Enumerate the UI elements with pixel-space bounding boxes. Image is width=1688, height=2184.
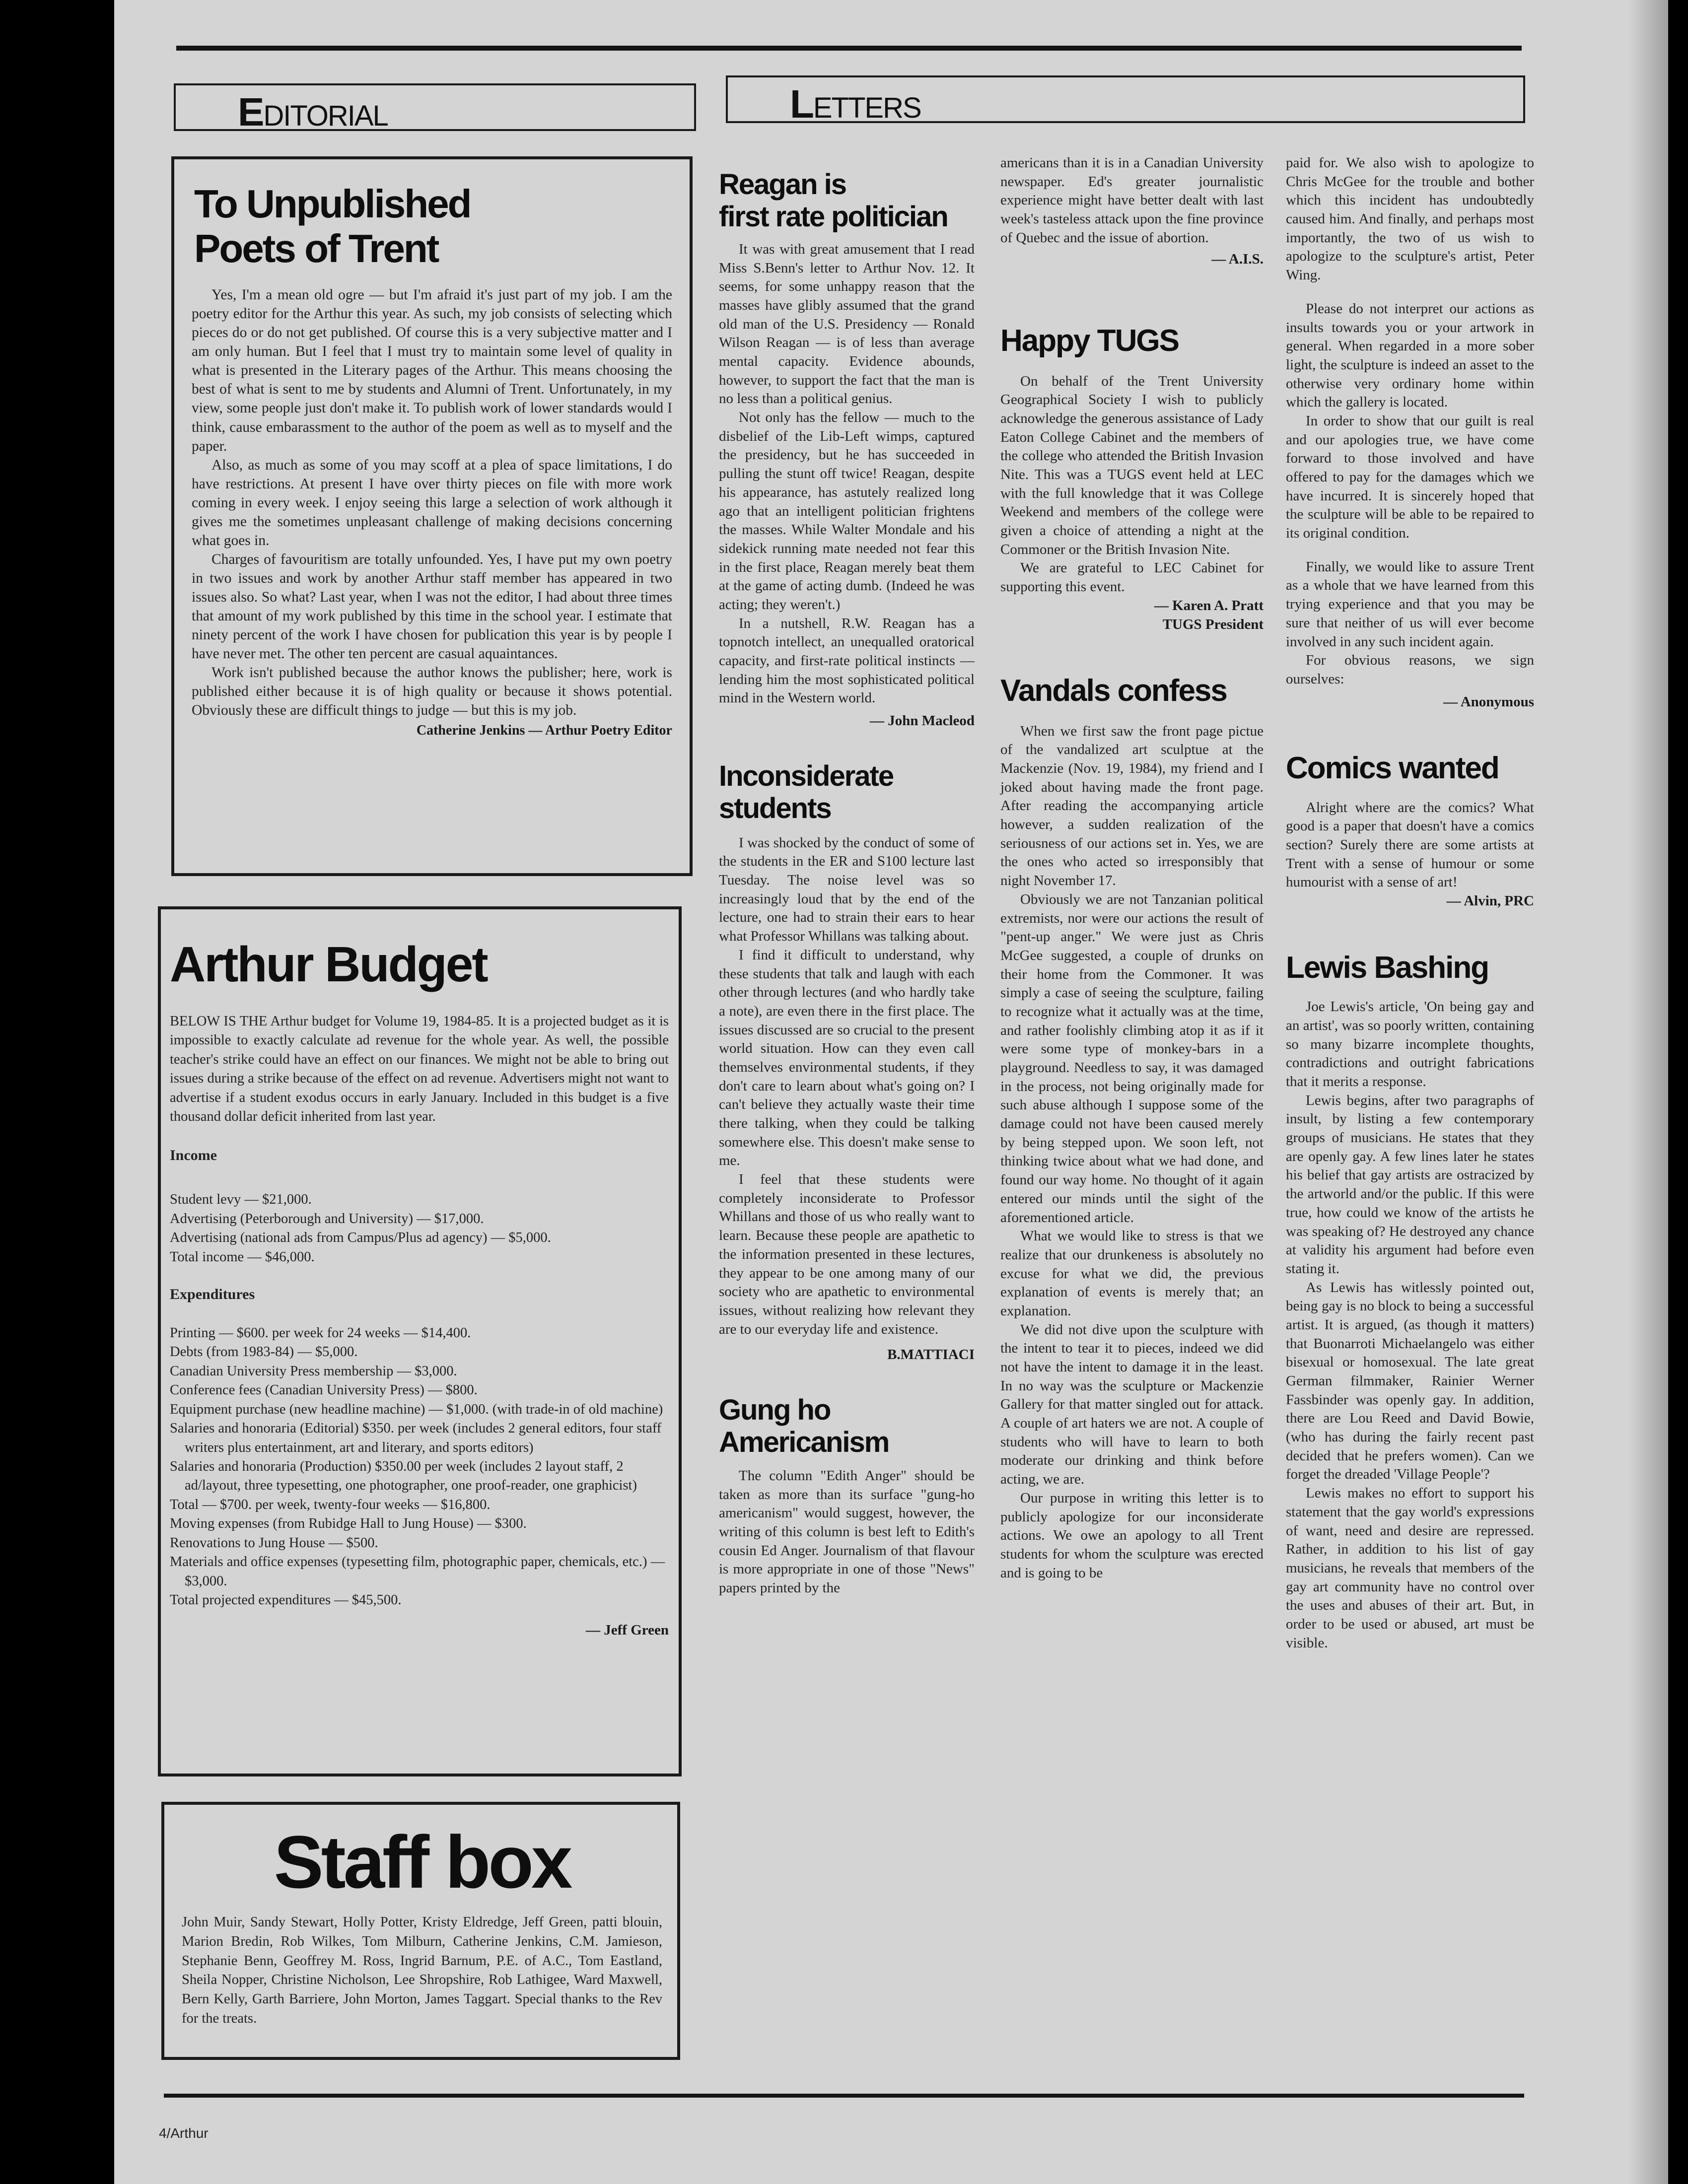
budget-expenditure-item: Conference fees (Canadian University Press) — $800.	[170, 1382, 478, 1398]
poets-paragraph: Also, as much as some of you may scoff at a plea of space limitations, I do have restrictions. At present I have over thirty pieces on file with more work coming in every week. I enjoy seeing this large a selection of work although it gives me the sometimes unpleasant challenge of making decisions concerning what goes in.	[192, 457, 672, 548]
gungho-paragraph: The column "Edith Anger" should be taken as more than its surface "gung-ho americanism" would suggest, however, the writing of this column is best left to Edith's cousin Ed Anger. Journalism of that flavour is more appropriate in one of those "News" papers printed by the	[719, 1467, 975, 1596]
vandals-signature: — Anonymous	[1443, 693, 1534, 710]
reagan-signature: — John Macleod	[869, 713, 975, 729]
inconsiderate-headline	[719, 760, 975, 825]
comics-headline: Comics wanted	[1286, 751, 1499, 786]
reagan-paragraph: Not only has the fellow — much to the disbelief of the Lib-Left wimps, captured the presidency, but he has succeeded in pulling the stunt off twice! Reagan, despite his appearance, has astutely realized long ago that an intelligent politician frightens the masses. While Walter Mondale and his sidekick running mate needed not fear this in the first place, Reagan merely beat them at the game of acting dumb. (Indeed he was acting; they weren't.)	[719, 410, 975, 613]
reagan-paragraph: In a nutshell, R.W. Reagan has a topnotch intellect, an unequalled oratorical capacity, and first-rate political instincts — lending him the most sophisticated political mind in the Western world.	[719, 615, 975, 706]
budget-expenditure-item: Renovations to Jung House — $500.	[170, 1535, 378, 1551]
vandals-continued-paragraph: Please do not interpret our actions as insults towards you or your artwork in general. When regarded in a more sober light, the sculpture is indeed an asset to the otherwise very ordinary home within which the gallery is located.	[1286, 300, 1534, 410]
staff-box	[161, 1802, 680, 2060]
lewis-paragraph: As Lewis has witlessly pointed out, being gay is no block to being a successful artist. It is argued, (as though it matters) that Buonarroti Michaelangelo was either bisexual or homosexual. The late great German filmmaker, Rainier Werner Fassbinder was openly gay. In addition, there are Lou Reed and David Bowie, (who has during the fairly recent past decided that he prefers women). Can we forget the dreaded 'Village People'?	[1286, 1279, 1534, 1483]
tugs-body	[1000, 372, 1264, 597]
inconsiderate-paragraph: I feel that these students were completely inconsiderate to Professor Whillans and those of us who really want to learn. Because these people are apathetic to the information presented in these lectures, they appear to be one among many of our society who are apathetic to environmental issues, without realizing how relevant they are to our everyday life and existence.	[719, 1171, 975, 1337]
letters-label: ETTERS	[813, 92, 921, 124]
ais-signature: — A.I.S.	[1211, 251, 1264, 268]
lewis-paragraph: Lewis makes no effort to support his statement that the gay world's expressions of want, need and desire are repressed. Rather, in addition to his list of gay musicians, he reveals that members of the gay art community have no control over the uses and abuses of their art. But, in order to be used or abused, art must be visible.	[1286, 1485, 1534, 1651]
vandals-headline: Vandals confess	[1000, 674, 1227, 708]
staff-headline: Staff box	[274, 1820, 570, 1904]
inconsiderate-paragraph: I find it difficult to understand, why these students that talk and laugh with each other through lectures (and who hardly take a note), are even there in the first place. The issues discussed are so crucial to the present world situation. How can they even call themselves environmental students, if they don't care to learn about what's going on? I can't believe they actually waste their time there talking, when they could be talking somewhere else. This doesn't make sense to me.	[719, 947, 975, 1169]
budget-expenditure-item: Total projected expenditures — $45,500.	[170, 1592, 402, 1608]
budget-expenditure-item: Equipment purchase (new headline machine) — $1,000. (with trade-in of old machine)	[170, 1401, 663, 1417]
budget-income-list	[170, 1190, 669, 1267]
budget-income-item: Advertising (Peterborough and University) — $17,000.	[170, 1211, 484, 1227]
reagan-body	[719, 240, 975, 708]
tugs-signature-title: TUGS President	[1162, 616, 1264, 632]
reagan-headline	[719, 169, 975, 233]
vandals-paragraph: What we would like to stress is that we realize that our drunkeness is absolutely no excuse for what we did, the previous explanation of events is merely that; an explanation.	[1000, 1228, 1264, 1319]
lewis-paragraph: Lewis begins, after two paragraphs of insult, by listing a few contemporary groups of musicians. He states that they are openly gay. A few lines later he states his belief that gay artists are ostracized by the artworld and/or the public. If this were true, how could we know of the artists he was speaking of? He destroyed any chance at validity his argument had before even stating it.	[1286, 1092, 1534, 1277]
reagan-headline-line-2: first rate politician	[719, 200, 948, 233]
budget-income-item: Total income — $46,000.	[170, 1249, 315, 1265]
gungho-headline	[719, 1394, 975, 1459]
inconsiderate-headline-line-1: Inconsiderate	[719, 759, 894, 792]
budget-expenditure-item: Canadian University Press membership — $3,000.	[170, 1363, 457, 1379]
tugs-paragraph: On behalf of the Trent University Geographical Society I wish to publicly acknowledge the generous assistance of Lady Eaton College Cabinet and the members of the college who attended the British Invasion Nite. This was a TUGS event held at LEC with the full knowledge that it was College Weekend and members of the college were given a choice of attending a night at the Commoner or the British Invasion Nite.	[1000, 373, 1264, 557]
editorial-label: DITORIAL	[263, 100, 388, 132]
reagan-paragraph: It was with great amusement that I read Miss S.Benn's letter to Arthur Nov. 12. It seems, for some unhappy reason that the masses have glibly assumed that the grand old man of the U.S. Presidency — Ronald Wilson Reagan — is of less than average mental capacity. Evidence abounds, however, to support the fact that the man is no less than a political genius.	[719, 241, 975, 407]
budget-income-heading: Income	[170, 1147, 217, 1163]
inconsiderate-paragraph: I was shocked by the conduct of some of the students in the ER and S100 lecture last Tuesday. The noise level was so increasingly loud that by the end of the lecture, one had to strain their ears to hear what Professor Whillans was talking about.	[719, 834, 975, 945]
editorial-initial: E	[238, 90, 264, 134]
budget-income-item: Advertising (national ads from Campus/Plus ad agency) — $5,000.	[170, 1230, 551, 1246]
gungho-headline-line-2: Americanism	[719, 1426, 889, 1458]
poets-headline-line-1: To Unpublished	[194, 182, 471, 226]
budget-expenditure-item: Printing — $600. per week for 24 weeks — $14,400.	[170, 1325, 471, 1341]
poets-paragraph: Yes, I'm a mean old ogre — but I'm afraid it's just part of my job. I am the poetry editor for the Arthur this year. As such, my job consists of selecting which pieces do or do not get published. Of course this is a very subjective matter and I am only human. But I feel that I must try to maintain some level of quality in what is presented in the Literary pages of the Arthur. This means choosing the best of what is sent to me by students and Alumni of Trent. Unfortunately, in my view, some people just don't make it. To publish work of lower standards would I think, cause embarassment to the author of the poem as well as to myself and the paper.	[192, 287, 672, 454]
budget-headline: Arthur Budget	[170, 937, 487, 992]
budget-expenditure-item: Moving expenses (from Rubidge Hall to Jung House) — $300.	[170, 1516, 527, 1532]
budget-expenditure-item: Salaries and honoraria (Production) $350.00 per week (includes 2 layout staff, 2 ad/layout, three typesetting, one photographer, one proof-reader, one graphicist)	[170, 1458, 637, 1494]
vandals-continued-paragraph: In order to show that our guilt is real and our apologies true, we have come forward to those involved and have offered to pay for the damages which we have incurred. It is sincerely hoped that the sculpture will be able to be repaired to its original condition.	[1286, 412, 1534, 542]
poets-paragraph: Work isn't published because the author knows the publisher; here, work is published either because it is of high quality or because it shows potential. Obviously these are difficult things to judge — but this is my job.	[192, 665, 672, 719]
staff-body	[182, 1913, 662, 2029]
letters-column-1	[719, 169, 975, 1598]
budget-expenditure-item: Materials and office expenses (typesetting film, photographic paper, chemicals, etc.) — $3,000.	[170, 1554, 665, 1589]
budget-expenditures-heading: Expenditures	[170, 1286, 255, 1303]
staff-list: John Muir, Sandy Stewart, Holly Potter, Kristy Eldredge, Jeff Green, patti blouin, Marion Bredin, Rob Wilkes, Tom Milburn, Catherine Jenkins, C.M. Jamieson, Stephanie Benn, Geoffrey M. Ross, Ingrid Barnum, P.E. of A.C., Tom Eastland, Sheila Nopper, Christine Nicholson, Lee Shropshire, Rob Lathigee, Ward Maxwell, Bern Kelly, Garth Barriere, John Morton, James Taggart. Special thanks to the Rev for the treats.	[182, 1914, 662, 2026]
vandals-paragraph: When we first saw the front page pictue of the vandalized art sculptue at the Mackenzie (Nov. 19, 1984), my friend and I joked about having made the front page. After reading the accompanying article however, a sudden realization of the seriousness of our actions set in. Yes, we are the ones who acted so irresponsibly that night November 17.	[1000, 723, 1264, 889]
letters-initial: L	[790, 82, 813, 126]
ais-letter-body	[1000, 154, 1264, 247]
vandals-continued-paragraph: Finally, we would like to assure Trent as a whole that we have learned from this trying experience and that you may be sure that neither of us will ever become involved in any such incident again.	[1286, 558, 1534, 650]
budget-body	[170, 1012, 669, 1610]
comics-body	[1286, 799, 1534, 892]
budget-intro: BELOW IS THE Arthur budget for Volume 19, 1984-85. It is a projected budget as it is impossible to exactly calculate ad revenue for the whole year. As well, the possible teacher's strike could have an effect on our finances. We might not be able to bring out issues during a strike because of the effect on ad revenue. Advertisers might not want to advertise if a student exodus occurs in early January. Included in this budget is a five thousand dollar deficit inherited from last year.	[170, 1014, 669, 1125]
vandals-paragraph: Our purpose in writing this letter is to publicly apologize for our inconsiderate actions. We owe an apology to all Trent students for whom the sculpture was erected and is going to be	[1000, 1490, 1264, 1581]
comics-signature: — Alvin, PRC	[1446, 893, 1534, 909]
vandals-continued-paragraph: paid for. We also wish to apologize to Chris McGee for the trouble and bother which this incident has undoubtedly caused him. And finally, and perhaps most importantly, the two of us wish to apologize to the sculpture's artist, Peter Wing.	[1286, 155, 1534, 283]
vandals-paragraph: We did not dive upon the sculpture with the intent to tear it to pieces, indeed we did not have the intent to damage it in the least. In no way was the sculpture or Mackenzie Gallery for that matter singled out for attack. A couple of art haters we are not. A couple of students who will have to learn to both moderate our drinking and think before acting, we are.	[1000, 1321, 1264, 1488]
letters-column-2	[1000, 154, 1264, 1582]
letters-section-header	[726, 75, 1525, 126]
tugs-signature-name: — Karen A. Pratt	[1154, 597, 1264, 614]
bottom-rule	[164, 2094, 1524, 2098]
inconsiderate-headline-line-2: students	[719, 792, 831, 824]
top-rule	[176, 46, 1522, 51]
budget-box	[158, 906, 682, 1776]
gungho-headline-line-1: Gung ho	[719, 1393, 831, 1426]
inconsiderate-body	[719, 834, 975, 1339]
comics-text: Alright where are the comics? What good is a paper that doesn't have a comics section? Surely there are some artists at Trent with a sense of humour or some humourist with a sense of art!	[1286, 799, 1534, 890]
budget-expenditure-item: Total — $700. per week, twenty-four weeks — $16,800.	[170, 1497, 491, 1512]
inconsiderate-signature: B.MATTIACI	[887, 1347, 975, 1363]
poets-signature: Catherine Jenkins — Arthur Poetry Editor	[416, 723, 672, 739]
tugs-headline: Happy TUGS	[1000, 324, 1179, 358]
lewis-paragraph: Joe Lewis's article, 'On being gay and an artist', was so poorly written, containing so many bizarre incomplete thoughts, contradictions and outright fabrications that it merits a response.	[1286, 999, 1534, 1090]
poets-paragraph: Charges of favouritism are totally unfounded. Yes, I have put my own poetry in two issues and work by another Arthur staff member has appeared in two issues also. So what? Last year, when I was not the editor, I had about three times that amount of my work published by this time in the school year. I estimate that ninety percent of the work I have chosen for publication this year is by people I have never met. The other ten percent are casual aquaintances.	[192, 551, 672, 662]
budget-expenditure-item: Debts (from 1983-84) — $5,000.	[170, 1344, 358, 1360]
vandals-paragraph: Obviously we are not Tanzanian political extremists, nor were our actions the result of "pent-up anger." We were just as Chris McGee suggested, a couple of drunks on their home from the Commoner. It was simply a case of seeing the sculpture, failing to recognize what it actually was at the time, and rather foolishly climbing atop it as if it were some type of monkey-bars in a playground. Needless to say, it was damaged in the process, not being originally made for such abuse although I suppose some of the damage could not have been caused merely by being stepped upon. We soon left, not thinking twice about what we had done, and found our way home. No thought of it again entered our minds until the sight of the aforementioned article.	[1000, 891, 1264, 1226]
vandals-body	[1000, 722, 1264, 1583]
ais-letter-text: americans than it is in a Canadian University newspaper. Ed's greater journalistic experience might have better dealt with last week's tasteless attack upon the fine province of Quebec and the issue of abortion.	[1000, 155, 1264, 246]
budget-signature: — Jeff Green	[586, 1622, 669, 1638]
poets-headline-line-2: Poets of Trent	[194, 226, 438, 271]
poets-body	[192, 285, 672, 720]
reagan-headline-line-1: Reagan is	[719, 168, 846, 201]
budget-income-item: Student levy — $21,000.	[170, 1192, 312, 1208]
tugs-paragraph: We are grateful to LEC Cabinet for supporting this event.	[1000, 560, 1264, 595]
gungho-body	[719, 1467, 975, 1598]
vandals-continued-paragraph: For obvious reasons, we sign ourselves:	[1286, 652, 1534, 687]
poets-editorial-box	[171, 156, 693, 876]
poets-headline	[194, 182, 672, 271]
editorial-section-header	[174, 83, 696, 134]
budget-expenditure-list	[170, 1324, 669, 1610]
lewis-headline: Lewis Bashing	[1286, 950, 1489, 985]
vandals-continued-body	[1286, 154, 1534, 689]
page-folio: 4/Arthur	[159, 2125, 209, 2141]
lewis-body	[1286, 998, 1534, 1652]
letters-column-3	[1286, 154, 1534, 1652]
budget-expenditure-item: Salaries and honoraria (Editorial) $350. per week (includes 2 general editors, four staff writers plus entertainment, art and literary, and sports editors)	[170, 1421, 662, 1455]
